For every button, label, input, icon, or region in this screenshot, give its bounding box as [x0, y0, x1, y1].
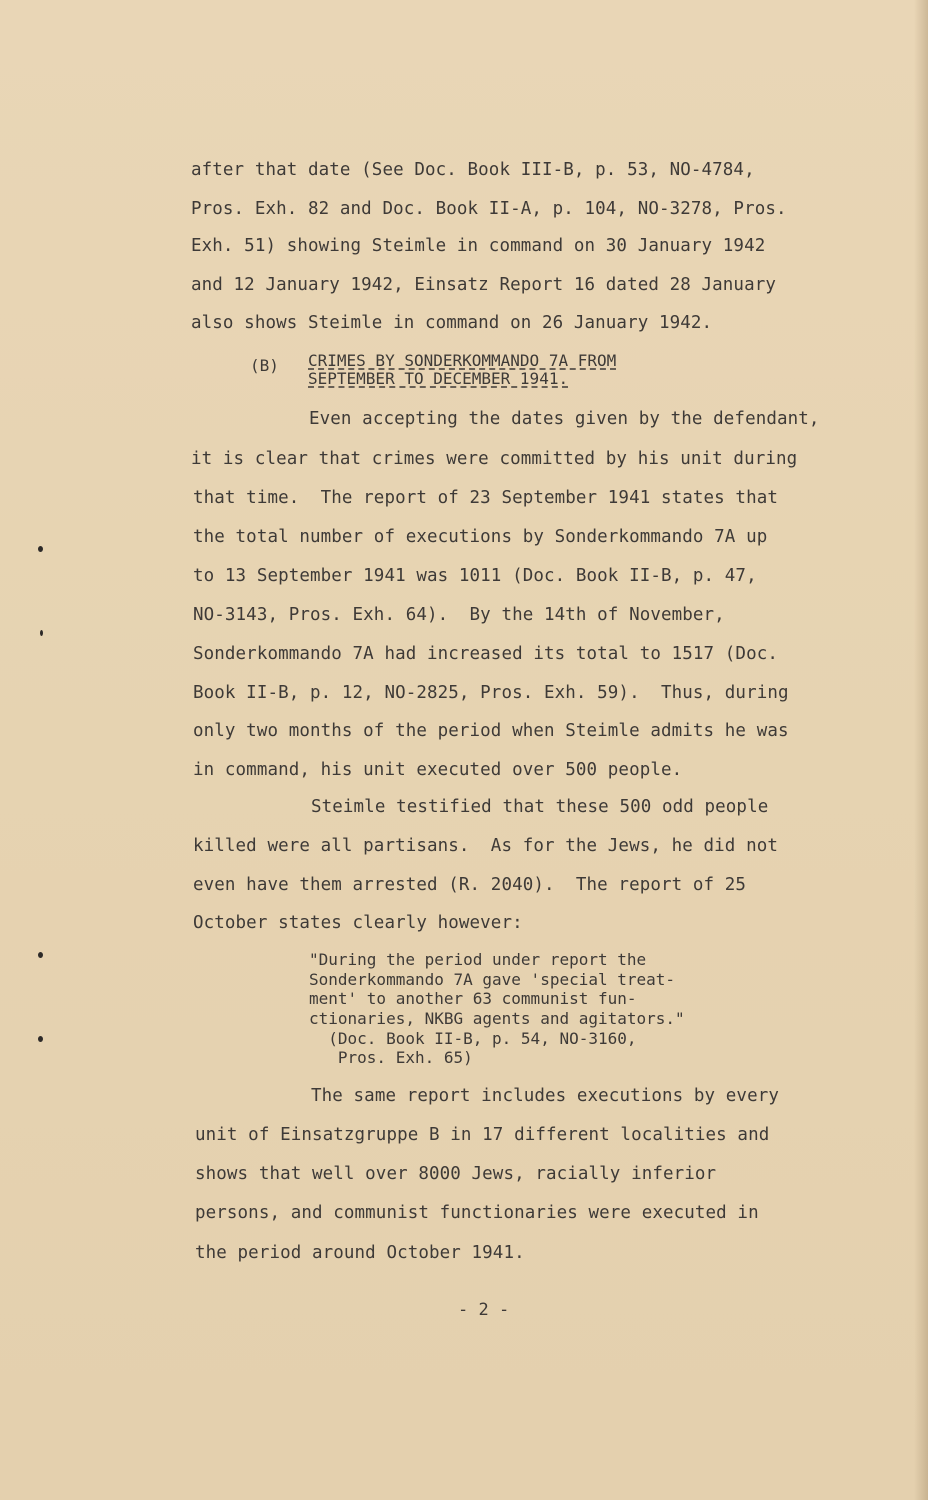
paragraph-middle-line-1: Even accepting the dates given by the defendant, — [309, 409, 820, 429]
paragraph-testimony-line-3: even have them arrested (R. 2040). The report of 25 — [193, 875, 747, 895]
paragraph-testimony-line-2: killed were all partisans. As for the Jews, he did not — [193, 836, 778, 856]
paragraph-bottom-line-4: persons, and communist functionaries were executed in — [195, 1203, 759, 1223]
paragraph-bottom-line-2: unit of Einsatzgruppe B in 17 different localities and — [195, 1125, 770, 1145]
paragraph-middle-line-8: Book II-B, p. 12, NO-2825, Pros. Exh. 59). Thus, during — [193, 683, 789, 703]
section-heading-line-1: CRIMES BY SONDERKOMMANDO 7A FROM — [308, 351, 617, 370]
paragraph-bottom-line-1: The same report includes executions by every — [311, 1086, 779, 1106]
paragraph-middle-line-4: the total number of executions by Sonderkommando 7A up — [193, 527, 768, 547]
margin-mark — [38, 952, 43, 958]
paragraph-top-line-2: Pros. Exh. 82 and Doc. Book II-A, p. 104, NO-3278, Pros. — [191, 199, 787, 219]
paragraph-top-line-5: also shows Steimle in command on 26 January 1942. — [191, 313, 713, 333]
margin-mark — [40, 630, 43, 636]
paragraph-testimony-line-1: Steimle testified that these 500 odd people — [311, 797, 769, 817]
paragraph-middle-line-5: to 13 September 1941 was 1011 (Doc. Book II-B, p. 47, — [193, 566, 757, 586]
quotation-line-1: "During the period under report the — [309, 950, 647, 969]
paragraph-middle-line-7: Sonderkommando 7A had increased its total to 1517 (Doc. — [193, 644, 778, 664]
paragraph-bottom-line-5: the period around October 1941. — [195, 1243, 525, 1263]
section-heading-line-2: SEPTEMBER TO DECEMBER 1941. — [308, 369, 569, 388]
page-number: - 2 - — [458, 1300, 510, 1320]
margin-mark — [38, 1036, 43, 1042]
paragraph-top-line-1: after that date (See Doc. Book III-B, p. 53, NO-4784, — [191, 160, 755, 180]
paper-edge-shadow — [914, 0, 928, 1500]
paragraph-middle-line-3: that time. The report of 23 September 1941 states that — [193, 488, 778, 508]
margin-mark — [38, 546, 43, 552]
paragraph-bottom-line-3: shows that well over 8000 Jews, racially inferior — [195, 1164, 717, 1184]
paragraph-middle-line-10: in command, his unit executed over 500 people. — [193, 760, 683, 780]
quotation-line-5: (Doc. Book II-B, p. 54, NO-3160, — [309, 1029, 637, 1048]
paragraph-middle-line-2: it is clear that crimes were committed by his unit during — [191, 449, 798, 469]
quotation-line-6: Pros. Exh. 65) — [309, 1048, 473, 1067]
paragraph-middle-line-9: only two months of the period when Steimle admits he was — [193, 721, 789, 741]
quotation-line-2: Sonderkommando 7A gave 'special treat- — [309, 970, 676, 989]
quotation-line-3: ment' to another 63 communist fun- — [309, 989, 637, 1008]
paragraph-middle-line-6: NO-3143, Pros. Exh. 64). By the 14th of November, — [193, 605, 725, 625]
section-heading-label: (B) — [250, 356, 279, 375]
paragraph-testimony-line-4: October states clearly however: — [193, 913, 523, 933]
paragraph-top-line-4: and 12 January 1942, Einsatz Report 16 dated 28 January — [191, 275, 776, 295]
quotation-line-4: ctionaries, NKBG agents and agitators." — [309, 1009, 685, 1028]
paragraph-top-line-3: Exh. 51) showing Steimle in command on 30 January 1942 — [191, 236, 766, 256]
